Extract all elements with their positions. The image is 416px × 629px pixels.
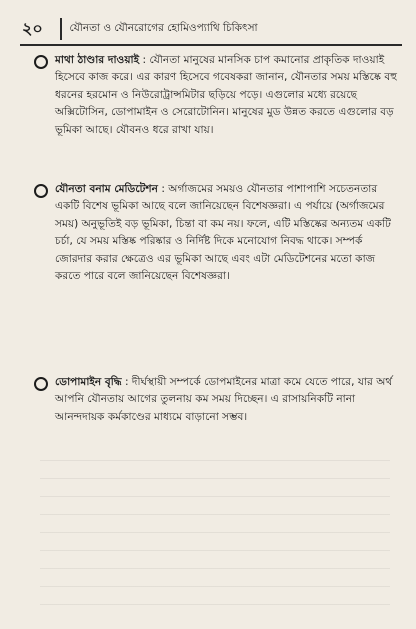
page-number: ২০	[22, 18, 43, 38]
bullet-body: দীর্ঘস্থায়ী সম্পর্কে ডোপমাইনের মাত্রা কমে যেতে পারে, যার অর্থ আপনি যৌনতায় আগের তুলনায় কম সময় দিচ্ছেন। এ রাসায়নিকটি নানা আনন্দদায়ক কর্মকাণ্ডের মাধ্যমে বাড়ানো সম্ভব।	[55, 376, 393, 423]
bleed-through-shadow	[40, 448, 390, 618]
bullet-text	[55, 181, 402, 285]
bullet-body: অর্গাজমের সময়ও যৌনতার পাশাপাশি সচেতনতার একটি বিশেষ ভূমিকা আছে বলে জানিয়েছেন বিশেষজ্ঞরা। এ পর্যায়ে (অর্গাজমের সময়) অনুভূতিই বড় ভূমিকা, চিন্তা বা কম নয়। ফলে, এটি মস্তিষ্কের অন্যতম একটি চর্চা, যে সময় মস্তিষ্ক পরিষ্কার ও নির্দিষ্ট দিকে মনোযোগ নিবদ্ধ থাকে। সম্পর্ক জোরদার করার ক্ষেত্রেও এর ভূমিকা আছে এবং এটা মেডিটেশনের মতো কাজ করতে পারে বলে জানিয়েছেন বিশেষজ্ঞরা।	[55, 183, 391, 283]
bullet-heading: ডোপামাইন বৃদ্ধি	[55, 376, 122, 388]
bullet-item-1	[34, 52, 402, 139]
bullet-circle-icon	[34, 377, 48, 391]
header-divider	[60, 18, 62, 40]
bullet-heading: মাথা ঠাণ্ডার দাওয়াই	[55, 54, 140, 66]
bullet-heading: যৌনতা বনাম মেডিটেশন	[55, 183, 158, 195]
page-header	[20, 16, 402, 42]
bullet-separator: :	[121, 376, 132, 388]
bullet-circle-icon	[34, 55, 48, 69]
bullet-body: যৌনতা মানুষের মানসিক চাপ কমানোর প্রাকৃতিক দাওয়াই হিসেবে কাজ করে। এর কারণ হিসেবে গবেষকরা জানান, যৌনতার সময় মস্তিষ্কে বহু ধরনের হরমোন ও নিউরোট্রান্সমিটার ছড়িয়ে পড়ে। এগুলোর মধ্যে রয়েছে অক্সিটোসিন, ডোপামাইন ও সেরোটোনিন। মানুষের মুড উন্নত করতে এগুলোর বড় ভূমিকা আছে। যৌবনও ধরে রাখা যায়।	[55, 54, 398, 136]
bullet-item-2	[34, 181, 402, 285]
bullet-item-3	[34, 374, 402, 426]
bullet-text	[55, 374, 402, 426]
bullet-text	[55, 52, 402, 139]
running-title: যৌনতা ও যৌনরোগের হোমিওপ্যাথি চিকিৎসা	[69, 21, 258, 34]
bullet-circle-icon	[34, 184, 48, 198]
bullet-separator: :	[139, 54, 150, 66]
header-rule	[20, 44, 402, 46]
bullet-separator: :	[157, 183, 169, 195]
